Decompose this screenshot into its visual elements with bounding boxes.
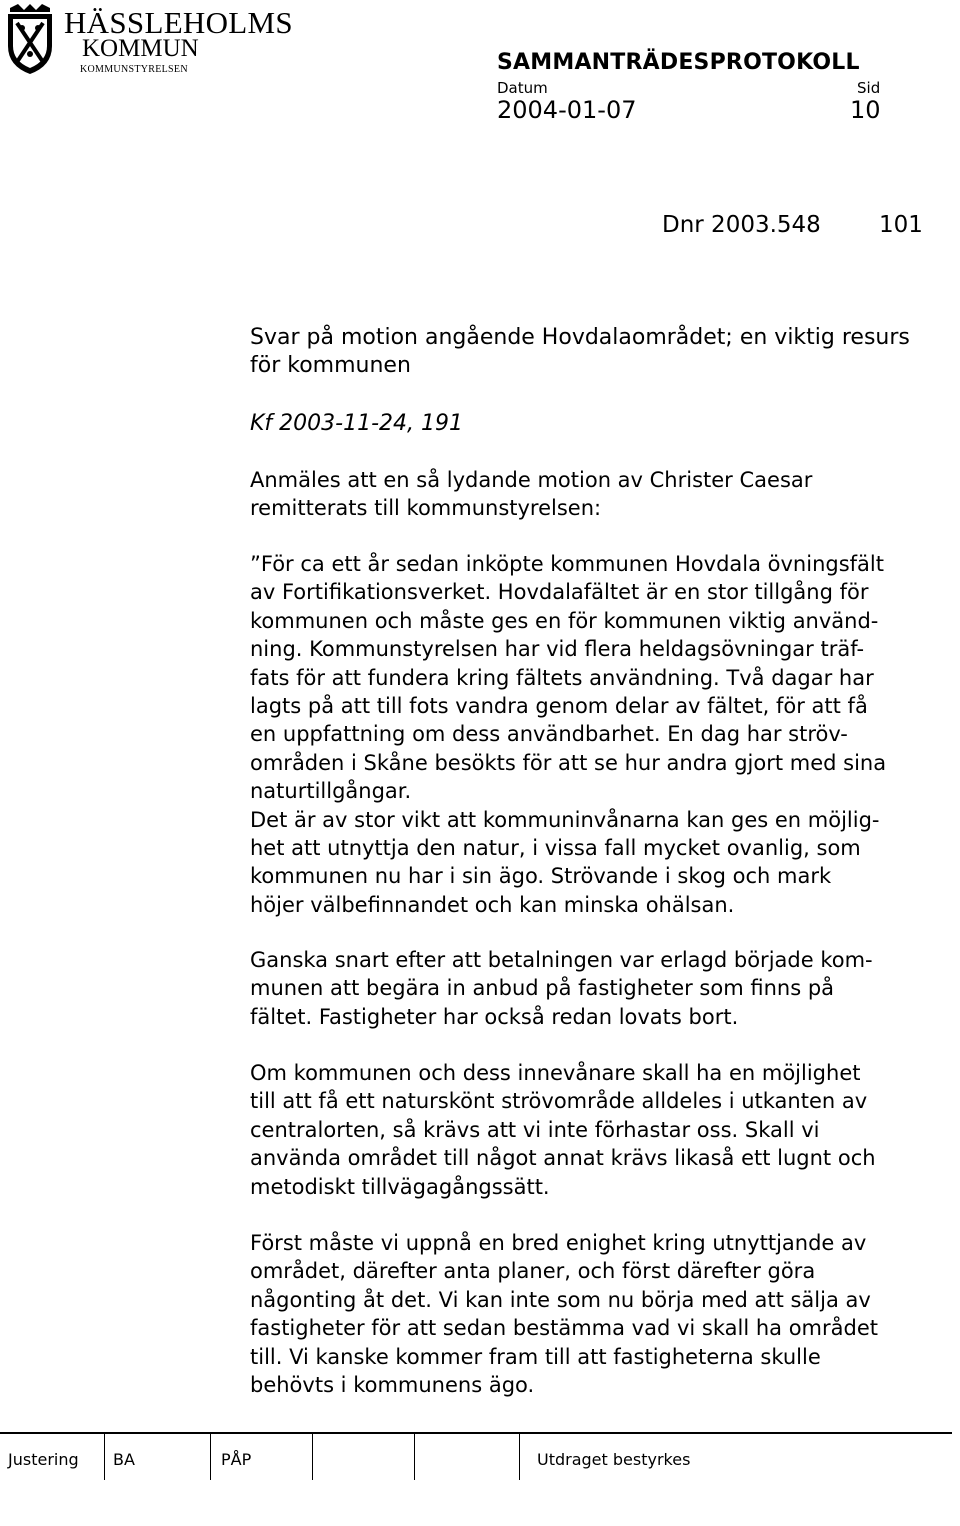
- text-line: fats för att fundera kring fältets användning. Två dagar har: [250, 665, 874, 690]
- logo-line-1: HÄSSLEHOLMS: [64, 5, 293, 40]
- case-number: Dnr 2003.548: [662, 212, 821, 238]
- text-line: av Fortifikationsverket. Hovdalafältet är en stor tillgång för: [250, 580, 869, 605]
- subject-line: Svar på motion angående Hovdalaområdet; en viktig resurs: [250, 325, 910, 350]
- text-line: munen att begära in anbud på fastigheter som finns på: [250, 976, 835, 1001]
- footer-column-divider: [104, 1434, 105, 1480]
- text-line: området, därefter anta planer, och först därefter göra: [250, 1259, 816, 1284]
- text-line: en uppfattning om dess användbarhet. En dag har ströv-: [250, 722, 848, 747]
- text-line: Anmäles att en så lydande motion av Christer Caesar: [250, 468, 813, 492]
- intro-paragraph: [250, 466, 812, 523]
- text-line: Om kommunen och dess innevånare skall ha en möjlighet: [250, 1061, 861, 1085]
- body-paragraph: [250, 1229, 878, 1399]
- text-line: het att utnyttja den natur, i vissa fall mycket ovanlig, som: [250, 836, 861, 861]
- text-line: kommunen nu har i sin ägo. Strövande i skog och mark: [250, 864, 832, 889]
- text-line: fältet. Fastigheter har också redan lovats bort.: [250, 1004, 739, 1029]
- text-line: remitterats till kommunstyrelsen:: [250, 496, 602, 521]
- logo-line-2: KOMMUN: [82, 35, 199, 62]
- footer-column-divider: [519, 1434, 520, 1480]
- subject-heading: [250, 324, 910, 381]
- footer-column-divider: [414, 1434, 415, 1480]
- text-line: områden i Skåne besökts för att se hur andra gjort med sina: [250, 750, 887, 775]
- text-line: höjer välbefinnandet och kan minska ohälsan.: [250, 892, 735, 917]
- text-line: naturtillgångar.: [250, 779, 412, 804]
- body-paragraph: [250, 1059, 876, 1201]
- coat-of-arms-icon: [2, 2, 58, 76]
- footer-column-divider: [312, 1434, 313, 1480]
- paragraph-number: 101: [879, 212, 923, 238]
- text-line: behövts i kommunens ägo.: [250, 1373, 535, 1398]
- text-line: Ganska snart efter att betalningen var erlagd började kom-: [250, 948, 873, 972]
- footer-divider: [0, 1432, 952, 1434]
- footer-column-divider: [210, 1434, 211, 1480]
- initials-pap: PÅP: [221, 1450, 252, 1469]
- subject-line: för kommunen: [250, 353, 411, 379]
- council-reference: Kf 2003-11-24, 191: [250, 411, 463, 436]
- date-value: 2004-01-07: [497, 96, 637, 124]
- text-line: någonting åt det. Vi kan inte som nu börja med att sälja av: [250, 1287, 871, 1312]
- text-line: centralorten, så krävs att vi inte förhastar oss. Skall vi: [250, 1117, 820, 1142]
- page-value: 10: [850, 96, 881, 124]
- text-line: till. Vi kanske kommer fram till att fastigheterna skulle: [250, 1344, 821, 1369]
- logo-line-3: KOMMUNSTYRELSEN: [80, 64, 188, 75]
- text-line: till att få ett naturskönt strövområde alldeles i utkanten av: [250, 1089, 868, 1114]
- document-type-title: SAMMANTRÄDESPROTOKOLL: [497, 50, 860, 75]
- municipality-logo: [2, 2, 293, 78]
- text-line: fastigheter för att sedan bestämma vad vi skall ha området: [250, 1316, 878, 1341]
- justering-label: Justering: [8, 1450, 79, 1469]
- text-line: Först måste vi uppnå en bred enighet kring utnyttjande av: [250, 1231, 867, 1255]
- motion-quote: [250, 550, 886, 919]
- text-line: lagts på att till fots vandra genom delar av fältet, för att få: [250, 694, 868, 719]
- page-label: Sid: [857, 79, 881, 97]
- date-label: Datum: [497, 79, 548, 97]
- body-paragraph: [250, 946, 873, 1031]
- text-line: ning. Kommunstyrelsen har vid flera heldagsövningar träf-: [250, 637, 865, 662]
- text-line: kommunen och måste ges en för kommunen viktig använd-: [250, 608, 879, 633]
- utdrag-label: Utdraget bestyrkes: [537, 1450, 691, 1469]
- text-line: metodiskt tillvägagångssätt.: [250, 1174, 550, 1199]
- text-line: Det är av stor vikt att kommuninvånarna kan ges en möjlig-: [250, 807, 880, 832]
- text-line: använda området till något annat krävs likaså ett lugnt och: [250, 1146, 876, 1171]
- initials-ba: BA: [113, 1450, 135, 1469]
- text-line: ”För ca ett år sedan inköpte kommunen Hovdala övningsfält: [250, 552, 884, 576]
